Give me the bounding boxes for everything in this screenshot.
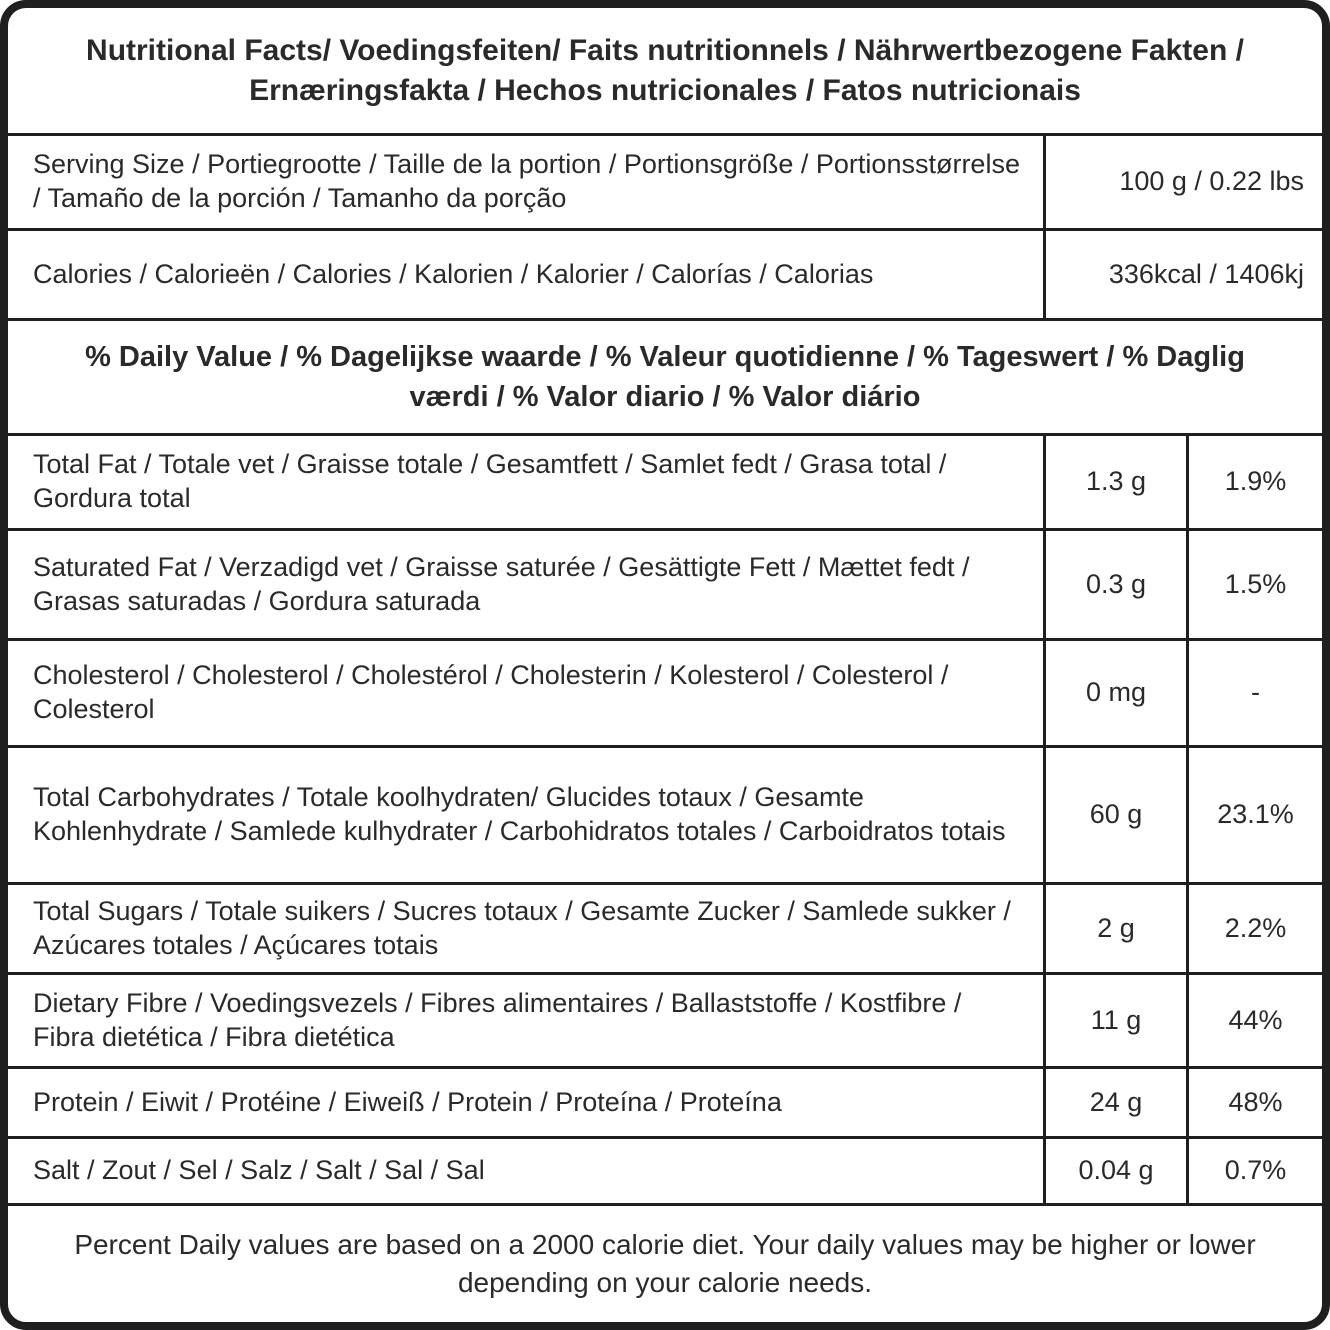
nutrient-row-total-carbohydrates	[8, 745, 1322, 882]
nutrient-row-protein	[8, 1066, 1322, 1136]
daily-value-header: % Daily Value / % Dagelijkse waarde / % Valeur quotidienne / % Tageswert / % Daglig værdi / % Valor diario / % Valor diário	[85, 340, 1245, 413]
nutrient-daily-value: 1.9%	[1186, 436, 1322, 528]
nutrient-daily-value: 44%	[1186, 975, 1322, 1066]
nutrient-row-dietary-fibre	[8, 972, 1322, 1066]
nutrient-row-salt	[8, 1136, 1322, 1203]
nutrient-label: Dietary Fibre / Voedingsvezels / Fibres alimentaires / Ballaststoffe / Kostfibre / Fibra dietética / Fibra dietética	[33, 987, 962, 1052]
nutrient-daily-value: 23.1%	[1186, 748, 1322, 882]
nutrient-daily-value: 48%	[1186, 1069, 1322, 1136]
nutrient-row-saturated-fat	[8, 528, 1322, 638]
nutrient-label: Total Fat / Totale vet / Graisse totale / Gesamtfett / Samlet fedt / Grasa total / Gordura total	[33, 449, 947, 513]
serving-size-value: 100 g / 0.22 lbs	[1043, 136, 1322, 228]
nutrient-daily-value: 1.5%	[1186, 531, 1322, 638]
serving-size-label: Serving Size / Portiegrootte / Taille de la portion / Portionsgröße / Portionsstørrelse / Tamaño de la porción / Tamanho da porção	[33, 149, 1020, 213]
nutrient-label: Total Carbohydrates / Totale koolhydraten/ Glucides totaux / Gesamte Kohlenhydrate / Samlede kulhydrater / Carbohidratos totales / Carboidratos totais	[33, 782, 1006, 846]
nutrient-amount: 1.3 g	[1043, 436, 1186, 528]
nutrient-daily-value: 2.2%	[1186, 885, 1322, 972]
serving-size-row	[8, 133, 1322, 228]
nutrient-amount: 0.3 g	[1043, 531, 1186, 638]
daily-value-header-row	[8, 318, 1322, 433]
nutrient-label: Cholesterol / Cholesterol / Cholestérol / Cholesterin / Kolesterol / Colesterol / Colesterol	[33, 660, 949, 724]
nutrient-amount: 0 mg	[1043, 641, 1186, 745]
nutrient-daily-value: -	[1186, 641, 1322, 745]
nutrient-label: Total Sugars / Totale suikers / Sucres totaux / Gesamte Zucker / Samlede sukker / Azúcares totales / Açúcares totais	[33, 895, 1011, 960]
footnote-text: Percent Daily values are based on a 2000 calorie diet. Your daily values may be higher or lower depending on your calorie needs.	[74, 1229, 1256, 1298]
footnote-row	[8, 1203, 1322, 1322]
nutrient-amount: 24 g	[1043, 1069, 1186, 1136]
nutrient-row-total-fat	[8, 433, 1322, 528]
calories-value: 336kcal / 1406kj	[1043, 231, 1322, 318]
nutrient-amount: 2 g	[1043, 885, 1186, 972]
label-title: Nutritional Facts/ Voedingsfeiten/ Faits nutritionnels / Nährwertbezogene Fakten / Ernæringsfakta / Hechos nutricionales / Fatos nutricionais	[86, 33, 1244, 107]
nutrient-label: Protein / Eiwit / Protéine / Eiweiß / Protein / Proteína / Proteína	[33, 1086, 782, 1117]
calories-row	[8, 228, 1322, 318]
nutrient-label: Salt / Zout / Sel / Salz / Salt / Sal / Sal	[33, 1155, 485, 1186]
nutrient-row-cholesterol	[8, 638, 1322, 745]
nutrient-amount: 11 g	[1043, 975, 1186, 1066]
nutrient-label: Saturated Fat / Verzadigd vet / Graisse saturée / Gesättigte Fett / Mættet fedt / Grasas saturadas / Gordura saturada	[33, 551, 970, 616]
calories-label: Calories / Calorieën / Calories / Kalorien / Kalorier / Calorías / Calorias	[33, 258, 874, 289]
nutrient-amount: 60 g	[1043, 748, 1186, 882]
label-title-row	[8, 8, 1322, 133]
nutrient-amount: 0.04 g	[1043, 1139, 1186, 1203]
nutrient-daily-value: 0.7%	[1186, 1139, 1322, 1203]
nutrient-row-total-sugars	[8, 882, 1322, 972]
